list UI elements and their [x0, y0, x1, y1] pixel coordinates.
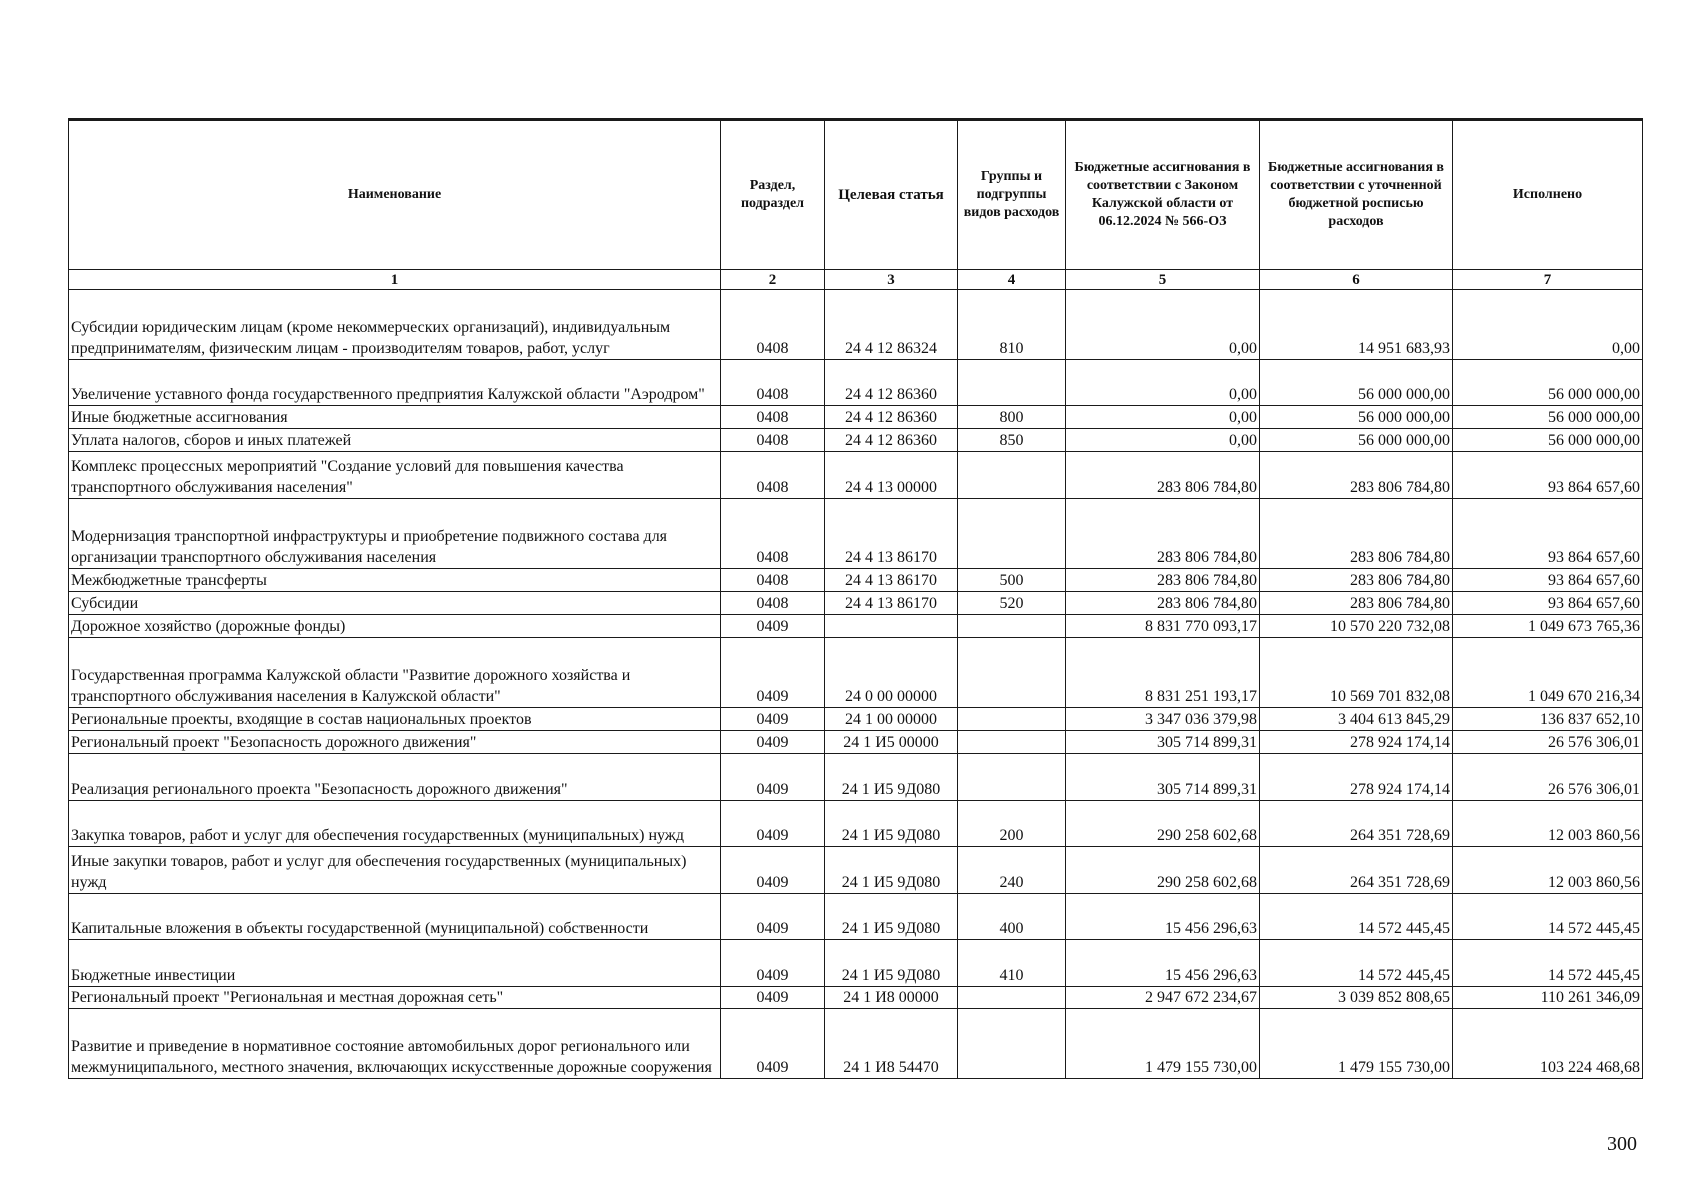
- row-refined-amount: 3 039 852 808,65: [1260, 987, 1453, 1009]
- row-law-amount: 0,00: [1066, 406, 1260, 429]
- row-law-amount: 3 347 036 379,98: [1066, 708, 1260, 731]
- row-target: 24 4 13 86170: [825, 569, 958, 592]
- row-name: Уплата налогов, сборов и иных платежей: [69, 429, 721, 452]
- row-target: 24 4 13 86170: [825, 499, 958, 569]
- row-law-amount: 283 806 784,80: [1066, 592, 1260, 615]
- row-refined-amount: 264 351 728,69: [1260, 801, 1453, 847]
- table-row: [69, 499, 1643, 569]
- row-law-amount: 8 831 770 093,17: [1066, 615, 1260, 638]
- row-group: 800: [958, 406, 1066, 429]
- row-section: 0409: [721, 801, 825, 847]
- row-refined-amount: 264 351 728,69: [1260, 847, 1453, 894]
- table-row: [69, 429, 1643, 452]
- row-group: [958, 987, 1066, 1009]
- row-law-amount: 15 456 296,63: [1066, 940, 1260, 987]
- row-section: 0408: [721, 499, 825, 569]
- row-name: Реализация регионального проекта "Безопасность дорожного движения": [69, 754, 721, 801]
- row-group: [958, 731, 1066, 754]
- table-row: [69, 615, 1643, 638]
- row-refined-amount: 56 000 000,00: [1260, 360, 1453, 406]
- row-executed-amount: 12 003 860,56: [1453, 847, 1643, 894]
- row-law-amount: 283 806 784,80: [1066, 499, 1260, 569]
- row-group: 810: [958, 290, 1066, 360]
- row-law-amount: 8 831 251 193,17: [1066, 638, 1260, 708]
- row-target: 24 4 12 86360: [825, 360, 958, 406]
- row-target: 24 1 И8 54470: [825, 1009, 958, 1079]
- row-target: 24 0 00 00000: [825, 638, 958, 708]
- row-group: [958, 1009, 1066, 1079]
- row-executed-amount: 110 261 346,09: [1453, 987, 1643, 1009]
- row-group: [958, 708, 1066, 731]
- row-law-amount: 0,00: [1066, 429, 1260, 452]
- row-name: Государственная программа Калужской области "Развитие дорожного хозяйства и транспортного обслуживания населения в Калужской области": [69, 638, 721, 708]
- row-name: Субсидии юридическим лицам (кроме некоммерческих организаций), индивидуальным предпринимателям, физическим лицам - производителям товаров, работ, услуг: [69, 290, 721, 360]
- page-number: 300: [1607, 1133, 1637, 1155]
- row-executed-amount: 26 576 306,01: [1453, 754, 1643, 801]
- row-target: 24 1 И5 9Д080: [825, 754, 958, 801]
- row-executed-amount: 14 572 445,45: [1453, 940, 1643, 987]
- header-group: Группы и подгруппы видов расходов: [958, 120, 1066, 270]
- row-refined-amount: 14 572 445,45: [1260, 940, 1453, 987]
- row-executed-amount: 12 003 860,56: [1453, 801, 1643, 847]
- row-name: Капитальные вложения в объекты государственной (муниципальной) собственности: [69, 894, 721, 940]
- row-refined-amount: 14 951 683,93: [1260, 290, 1453, 360]
- row-group: 240: [958, 847, 1066, 894]
- column-number: 1: [69, 270, 721, 290]
- row-refined-amount: 283 806 784,80: [1260, 569, 1453, 592]
- row-law-amount: 2 947 672 234,67: [1066, 987, 1260, 1009]
- row-section: 0408: [721, 406, 825, 429]
- row-law-amount: 283 806 784,80: [1066, 569, 1260, 592]
- row-group: [958, 499, 1066, 569]
- row-refined-amount: 283 806 784,80: [1260, 499, 1453, 569]
- row-section: 0408: [721, 452, 825, 499]
- row-section: 0409: [721, 1009, 825, 1079]
- row-refined-amount: 56 000 000,00: [1260, 429, 1453, 452]
- row-executed-amount: 93 864 657,60: [1453, 499, 1643, 569]
- row-name: Региональные проекты, входящие в состав национальных проектов: [69, 708, 721, 731]
- row-section: 0408: [721, 360, 825, 406]
- row-section: 0408: [721, 592, 825, 615]
- column-number: 2: [721, 270, 825, 290]
- row-section: 0409: [721, 731, 825, 754]
- row-refined-amount: 14 572 445,45: [1260, 894, 1453, 940]
- row-law-amount: 15 456 296,63: [1066, 894, 1260, 940]
- row-group: [958, 615, 1066, 638]
- budget-table: [68, 118, 1643, 1079]
- row-section: 0409: [721, 940, 825, 987]
- row-name: Региональный проект "Региональная и местная дорожная сеть": [69, 987, 721, 1009]
- row-name: Развитие и приведение в нормативное состояние автомобильных дорог регионального или межмуниципального, местного значения, включающих искусственные дорожные сооружения: [69, 1009, 721, 1079]
- table-row: [69, 290, 1643, 360]
- row-refined-amount: 278 924 174,14: [1260, 754, 1453, 801]
- row-name: Региональный проект "Безопасность дорожного движения": [69, 731, 721, 754]
- row-name: Межбюджетные трансферты: [69, 569, 721, 592]
- row-executed-amount: 1 049 670 216,34: [1453, 638, 1643, 708]
- row-group: 850: [958, 429, 1066, 452]
- row-law-amount: 290 258 602,68: [1066, 801, 1260, 847]
- row-group: 520: [958, 592, 1066, 615]
- column-number: 4: [958, 270, 1066, 290]
- row-name: Закупка товаров, работ и услуг для обеспечения государственных (муниципальных) нужд: [69, 801, 721, 847]
- row-name: Дорожное хозяйство (дорожные фонды): [69, 615, 721, 638]
- row-name: Увеличение уставного фонда государственного предприятия Калужской области "Аэродром": [69, 360, 721, 406]
- row-group: [958, 452, 1066, 499]
- row-target: 24 1 00 00000: [825, 708, 958, 731]
- row-executed-amount: 56 000 000,00: [1453, 360, 1643, 406]
- row-refined-amount: 3 404 613 845,29: [1260, 708, 1453, 731]
- row-target: 24 1 И5 9Д080: [825, 940, 958, 987]
- row-name: Модернизация транспортной инфраструктуры и приобретение подвижного состава для организации транспортного обслуживания населения: [69, 499, 721, 569]
- row-section: 0408: [721, 429, 825, 452]
- row-law-amount: 305 714 899,31: [1066, 731, 1260, 754]
- row-section: 0409: [721, 894, 825, 940]
- table-row: [69, 708, 1643, 731]
- row-law-amount: 1 479 155 730,00: [1066, 1009, 1260, 1079]
- row-group: [958, 360, 1066, 406]
- row-executed-amount: 26 576 306,01: [1453, 731, 1643, 754]
- row-name: Иные бюджетные ассигнования: [69, 406, 721, 429]
- row-target: 24 1 И5 00000: [825, 731, 958, 754]
- row-refined-amount: 1 479 155 730,00: [1260, 1009, 1453, 1079]
- row-target: 24 4 13 00000: [825, 452, 958, 499]
- column-number: 6: [1260, 270, 1453, 290]
- table-row: [69, 638, 1643, 708]
- row-section: 0409: [721, 847, 825, 894]
- row-target: 24 1 И8 00000: [825, 987, 958, 1009]
- row-executed-amount: 14 572 445,45: [1453, 894, 1643, 940]
- row-section: 0409: [721, 987, 825, 1009]
- row-group: 500: [958, 569, 1066, 592]
- row-refined-amount: 10 569 701 832,08: [1260, 638, 1453, 708]
- row-section: 0408: [721, 569, 825, 592]
- row-executed-amount: 0,00: [1453, 290, 1643, 360]
- table-row: [69, 569, 1643, 592]
- header-row: [69, 120, 1643, 270]
- row-name: Комплекс процессных мероприятий "Создание условий для повышения качества транспортного обслуживания населения": [69, 452, 721, 499]
- row-target: 24 4 12 86360: [825, 429, 958, 452]
- row-target: 24 4 13 86170: [825, 592, 958, 615]
- row-target: 24 1 И5 9Д080: [825, 801, 958, 847]
- table-row: [69, 847, 1643, 894]
- row-executed-amount: 1 049 673 765,36: [1453, 615, 1643, 638]
- row-name: Субсидии: [69, 592, 721, 615]
- table-row: [69, 987, 1643, 1009]
- table-row: [69, 731, 1643, 754]
- row-law-amount: 0,00: [1066, 290, 1260, 360]
- table-row: [69, 452, 1643, 499]
- row-section: 0409: [721, 615, 825, 638]
- table-row: [69, 754, 1643, 801]
- row-target: 24 4 12 86360: [825, 406, 958, 429]
- row-group: 400: [958, 894, 1066, 940]
- row-name: Бюджетные инвестиции: [69, 940, 721, 987]
- row-section: 0408: [721, 290, 825, 360]
- column-number: 5: [1066, 270, 1260, 290]
- row-refined-amount: 10 570 220 732,08: [1260, 615, 1453, 638]
- row-executed-amount: 56 000 000,00: [1453, 406, 1643, 429]
- row-executed-amount: 136 837 652,10: [1453, 708, 1643, 731]
- row-name: Иные закупки товаров, работ и услуг для обеспечения государственных (муниципальных) нужд: [69, 847, 721, 894]
- header-target: Целевая статья: [825, 120, 958, 270]
- row-section: 0409: [721, 638, 825, 708]
- row-executed-amount: 103 224 468,68: [1453, 1009, 1643, 1079]
- row-refined-amount: 56 000 000,00: [1260, 406, 1453, 429]
- row-group: 200: [958, 801, 1066, 847]
- header-refined-allocation: Бюджетные ассигнования в соответствии с уточненной бюджетной росписью расходов: [1260, 120, 1453, 270]
- row-group: [958, 638, 1066, 708]
- row-group: 410: [958, 940, 1066, 987]
- table-row: [69, 406, 1643, 429]
- column-number: 7: [1453, 270, 1643, 290]
- table-row: [69, 894, 1643, 940]
- header-law-allocation: Бюджетные ассигнования в соответствии с Законом Калужской области от 06.12.2024 № 566-ОЗ: [1066, 120, 1260, 270]
- table-row: [69, 801, 1643, 847]
- row-group: [958, 754, 1066, 801]
- row-executed-amount: 93 864 657,60: [1453, 592, 1643, 615]
- row-law-amount: 305 714 899,31: [1066, 754, 1260, 801]
- row-target: 24 1 И5 9Д080: [825, 847, 958, 894]
- table-row: [69, 360, 1643, 406]
- header-section: Раздел, подраздел: [721, 120, 825, 270]
- table-row: [69, 940, 1643, 987]
- row-target: 24 4 12 86324: [825, 290, 958, 360]
- column-number: 3: [825, 270, 958, 290]
- row-section: 0409: [721, 754, 825, 801]
- table-row: [69, 1009, 1643, 1079]
- row-refined-amount: 283 806 784,80: [1260, 592, 1453, 615]
- row-target: [825, 615, 958, 638]
- row-executed-amount: 56 000 000,00: [1453, 429, 1643, 452]
- header-executed: Исполнено: [1453, 120, 1643, 270]
- row-section: 0409: [721, 708, 825, 731]
- header-name: Наименование: [69, 120, 721, 270]
- row-refined-amount: 278 924 174,14: [1260, 731, 1453, 754]
- row-law-amount: 0,00: [1066, 360, 1260, 406]
- row-executed-amount: 93 864 657,60: [1453, 452, 1643, 499]
- row-executed-amount: 93 864 657,60: [1453, 569, 1643, 592]
- row-law-amount: 290 258 602,68: [1066, 847, 1260, 894]
- row-law-amount: 283 806 784,80: [1066, 452, 1260, 499]
- row-refined-amount: 283 806 784,80: [1260, 452, 1453, 499]
- row-target: 24 1 И5 9Д080: [825, 894, 958, 940]
- column-number-row: [69, 270, 1643, 290]
- table-row: [69, 592, 1643, 615]
